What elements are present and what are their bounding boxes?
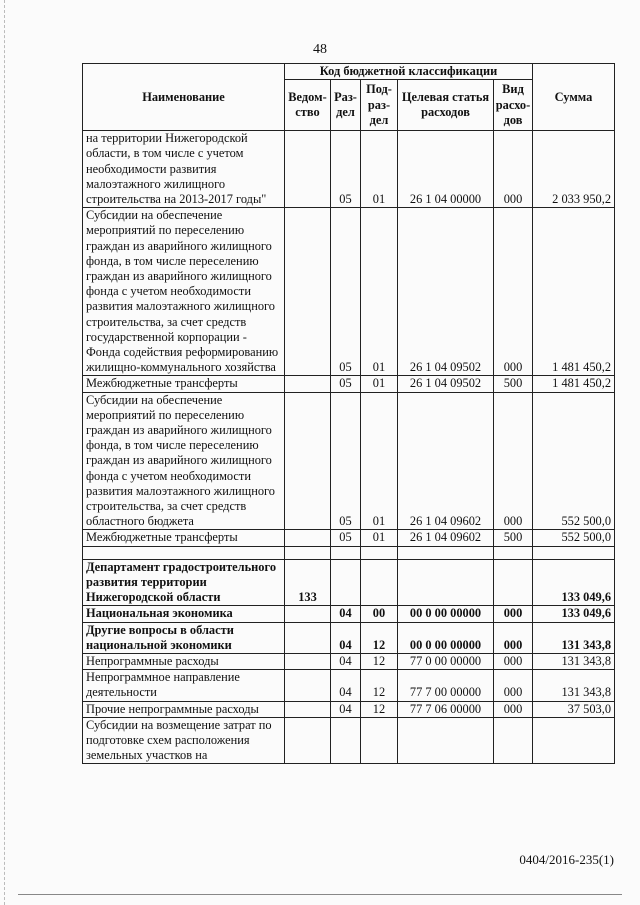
- header-vid: Вид расхо-дов: [494, 80, 533, 131]
- empty-cell: [361, 546, 398, 559]
- empty-cell: [494, 546, 533, 559]
- cell-celevaya: 26 1 04 09602: [398, 530, 494, 546]
- cell-podrazdel: 12: [361, 701, 398, 717]
- cell-razdel: 04: [331, 701, 361, 717]
- cell-celevaya: 00 0 00 00000: [398, 622, 494, 653]
- cell-vid: 000: [494, 131, 533, 208]
- cell-celevaya: 77 0 00 00000: [398, 653, 494, 669]
- table-body: [83, 131, 615, 764]
- cell-vedomstvo: [285, 392, 331, 530]
- empty-cell: [398, 546, 494, 559]
- cell-vedomstvo: 133: [285, 559, 331, 606]
- cell-name: Непрограммные расходы: [83, 653, 285, 669]
- header-summa: Сумма: [533, 64, 615, 131]
- cell-summa: 2 033 950,2: [533, 131, 615, 208]
- cell-razdel: [331, 717, 361, 764]
- cell-vid: 000: [494, 208, 533, 376]
- cell-celevaya: 26 1 04 09502: [398, 208, 494, 376]
- cell-vid: 000: [494, 606, 533, 622]
- table-row: [83, 208, 615, 376]
- empty-cell: [285, 546, 331, 559]
- cell-vedomstvo: [285, 376, 331, 392]
- page-number: 48: [313, 42, 327, 57]
- cell-name: Другие вопросы в области национальной экономики: [83, 622, 285, 653]
- cell-podrazdel: [361, 559, 398, 606]
- header-celevaya: Целевая статья расходов: [398, 80, 494, 131]
- table-row: [83, 530, 615, 546]
- cell-summa: 37 503,0: [533, 701, 615, 717]
- cell-summa: 1 481 450,2: [533, 208, 615, 376]
- cell-razdel: 05: [331, 530, 361, 546]
- table-row: [83, 559, 615, 606]
- cell-vid: 000: [494, 622, 533, 653]
- cell-vedomstvo: [285, 208, 331, 376]
- cell-name: Прочие непрограммные расходы: [83, 701, 285, 717]
- cell-vid: 500: [494, 530, 533, 546]
- cell-vedomstvo: [285, 717, 331, 764]
- cell-summa: 131 343,8: [533, 622, 615, 653]
- cell-celevaya: 77 7 00 00000: [398, 670, 494, 701]
- cell-razdel: 05: [331, 208, 361, 376]
- cell-summa: 1 481 450,2: [533, 376, 615, 392]
- cell-razdel: 04: [331, 653, 361, 669]
- spacer-row: [83, 546, 615, 559]
- cell-vid: 500: [494, 376, 533, 392]
- cell-vedomstvo: [285, 653, 331, 669]
- cell-celevaya: 26 1 04 00000: [398, 131, 494, 208]
- header-row-group: [83, 64, 615, 80]
- cell-summa: [533, 717, 615, 764]
- cell-podrazdel: 12: [361, 622, 398, 653]
- cell-vedomstvo: [285, 670, 331, 701]
- cell-razdel: 04: [331, 606, 361, 622]
- cell-celevaya: 77 7 06 00000: [398, 701, 494, 717]
- table-row: [83, 606, 615, 622]
- cell-vid: 000: [494, 701, 533, 717]
- cell-name: Национальная экономика: [83, 606, 285, 622]
- table-row: [83, 653, 615, 669]
- cell-vedomstvo: [285, 131, 331, 208]
- cell-vedomstvo: [285, 530, 331, 546]
- cell-podrazdel: 00: [361, 606, 398, 622]
- table-row: [83, 717, 615, 764]
- cell-vedomstvo: [285, 622, 331, 653]
- cell-vid: [494, 559, 533, 606]
- cell-podrazdel: 01: [361, 376, 398, 392]
- header-podrazdel: Под-раз-дел: [361, 80, 398, 131]
- header-vedomstvo: [285, 80, 331, 131]
- cell-name: Субсидии на обеспечение мероприятий по переселению граждан из аварийного жилищного фонда, в том числе переселению граждан из аварийного жилищного фонда с учетом необходимости развития малоэтажного жилищного строительства, за счет средств областного бюджета: [83, 392, 285, 530]
- cell-summa: 133 049,6: [533, 606, 615, 622]
- cell-razdel: [331, 559, 361, 606]
- cell-razdel: 04: [331, 622, 361, 653]
- empty-cell: [533, 546, 615, 559]
- table-row: [83, 376, 615, 392]
- table-row: [83, 392, 615, 530]
- table-row: [83, 622, 615, 653]
- cell-summa: 552 500,0: [533, 392, 615, 530]
- header-razdel: Раз-дел: [331, 80, 361, 131]
- cell-name: Департамент градостроительного развития территории Нижегородской области: [83, 559, 285, 606]
- cell-podrazdel: 12: [361, 653, 398, 669]
- cell-podrazdel: 01: [361, 208, 398, 376]
- cell-celevaya: 26 1 04 09602: [398, 392, 494, 530]
- cell-vedomstvo: [285, 606, 331, 622]
- cell-name: Межбюджетные трансферты: [83, 376, 285, 392]
- cell-razdel: 05: [331, 376, 361, 392]
- cell-vid: [494, 717, 533, 764]
- table-row: [83, 670, 615, 701]
- cell-name: Межбюджетные трансферты: [83, 530, 285, 546]
- cell-podrazdel: [361, 717, 398, 764]
- header-vedomstvo-text: Ведом-ство: [288, 90, 327, 120]
- budget-table: [82, 63, 615, 764]
- cell-vid: 000: [494, 392, 533, 530]
- cell-podrazdel: 01: [361, 530, 398, 546]
- bottom-rule: [18, 894, 622, 895]
- cell-name: Субсидии на обеспечение мероприятий по переселению граждан из аварийного жилищного фонда, в том числе переселению граждан из аварийного жилищного фонда с учетом необходимости развития малоэтажного жилищного строительства, за счет средств государственной корпорации - Фонда содействия реформированию жилищно-коммунального хозяйства: [83, 208, 285, 376]
- cell-name: Непрограммное направление деятельности: [83, 670, 285, 701]
- cell-celevaya: [398, 717, 494, 764]
- header-name: Наименование: [83, 64, 285, 131]
- cell-summa: 131 343,8: [533, 670, 615, 701]
- cell-name: на территории Нижегородской области, в том числе с учетом необходимости развития малоэтажного жилищного строительства на 2013-2017 годы": [83, 131, 285, 208]
- cell-razdel: 05: [331, 131, 361, 208]
- document-code: 0404/2016-235(1): [519, 852, 614, 867]
- cell-podrazdel: 01: [361, 131, 398, 208]
- cell-razdel: 05: [331, 392, 361, 530]
- cell-celevaya: 26 1 04 09502: [398, 376, 494, 392]
- table-row: [83, 131, 615, 208]
- cell-razdel: 04: [331, 670, 361, 701]
- empty-cell: [331, 546, 361, 559]
- cell-vid: 000: [494, 653, 533, 669]
- cell-podrazdel: 12: [361, 670, 398, 701]
- header-code-group: Код бюджетной классификации: [285, 64, 533, 80]
- cell-celevaya: [398, 559, 494, 606]
- scan-edge: [4, 0, 5, 905]
- empty-cell: [83, 546, 285, 559]
- cell-name: Субсидии на возмещение затрат по подготовке схем расположения земельных участков на: [83, 717, 285, 764]
- cell-podrazdel: 01: [361, 392, 398, 530]
- cell-celevaya: 00 0 00 00000: [398, 606, 494, 622]
- cell-summa: 133 049,6: [533, 559, 615, 606]
- table-row: [83, 701, 615, 717]
- cell-summa: 131 343,8: [533, 653, 615, 669]
- cell-vid: 000: [494, 670, 533, 701]
- cell-summa: 552 500,0: [533, 530, 615, 546]
- cell-vedomstvo: [285, 701, 331, 717]
